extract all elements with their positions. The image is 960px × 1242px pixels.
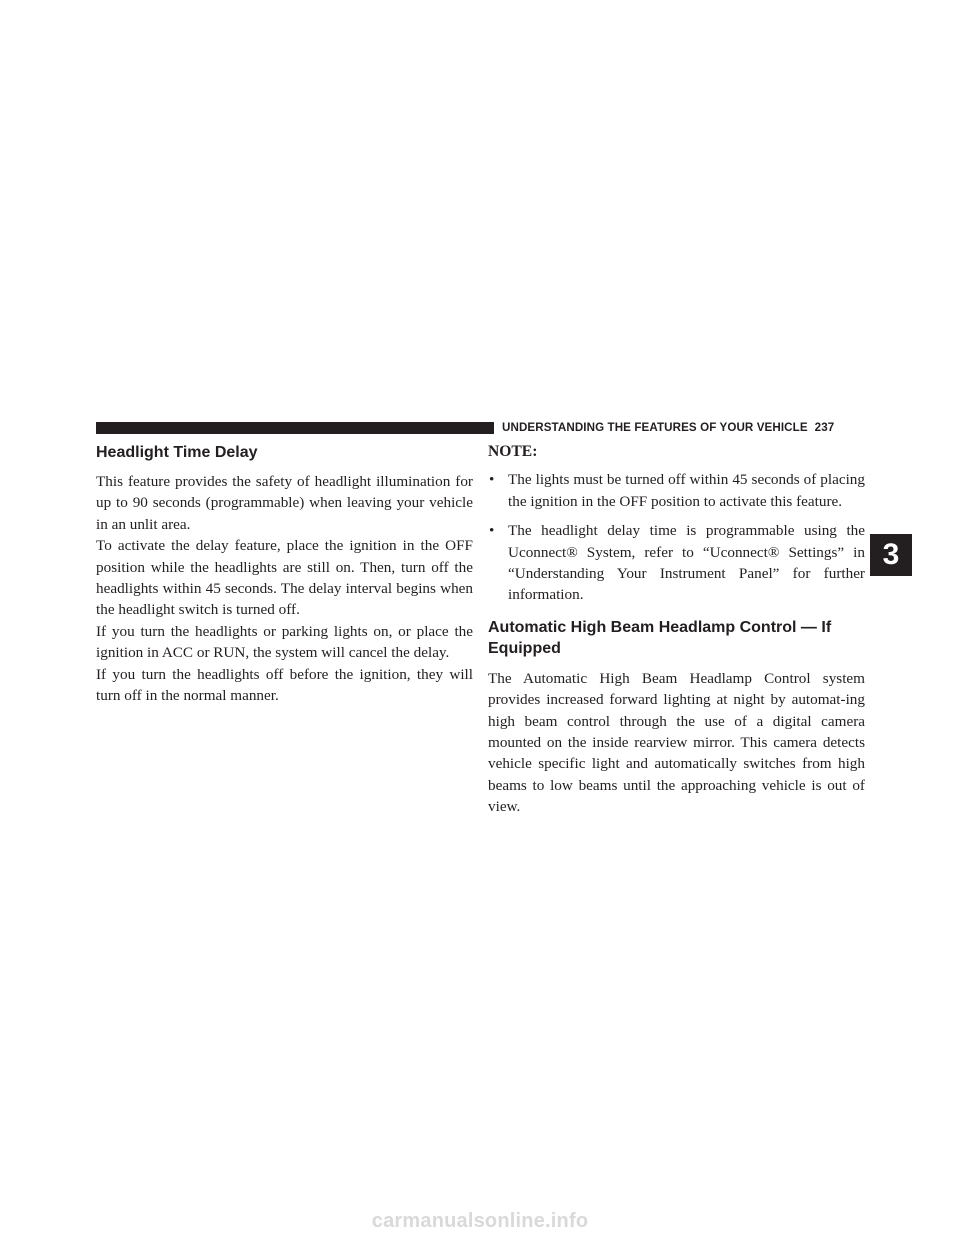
paragraph: If you turn the headlights off before the ignition, they will turn off in the normal manner.: [96, 665, 473, 705]
header-section-title: UNDERSTANDING THE FEATURES OF YOUR VEHICLE: [502, 421, 808, 434]
note-label: NOTE:: [488, 443, 538, 460]
paragraph: This feature provides the safety of headlight illumination for up to 90 seconds (programmable) when leaving your vehicle in an unlit area.: [96, 473, 473, 533]
note-bullet-item: [488, 520, 865, 606]
running-header: [502, 418, 864, 438]
page-number: 237: [814, 421, 835, 434]
bullet-dot: •: [489, 522, 495, 540]
bullet-text: The headlight delay time is programmable using the Uconnect® System, refer to “Uconnect® Settings” in “Understanding Your Instrument Panel” for further information.: [508, 522, 865, 604]
paragraph: To activate the delay feature, place the ignition in the OFF position while the headlights are still on. Then, turn off the headlights within 45 seconds. The delay interval begins when the headlight switch is turned off.: [96, 537, 473, 619]
chapter-tab: 3: [870, 534, 912, 576]
section-heading-headlight-time-delay: Headlight Time Delay: [96, 444, 258, 461]
right-column: [488, 441, 865, 818]
watermark-logo: carmanualsonline.info: [371, 1210, 589, 1232]
paragraph: If you turn the headlights or parking lights on, or place the ignition in ACC or RUN, the system will cancel the delay.: [96, 622, 473, 662]
bullet-dot: •: [489, 471, 495, 489]
left-column: [96, 442, 473, 706]
header-rule: [96, 422, 494, 434]
bullet-text: The lights must be turned off within 45 seconds of placing the ignition in the OFF position to activate this feature.: [508, 471, 865, 510]
note-bullet-item: [488, 469, 865, 512]
section-heading-automatic-high-beam: Automatic High Beam Headlamp Control — If Equipped: [488, 618, 832, 657]
paragraph: The Automatic High Beam Headlamp Control system provides increased forward lighting at night by automat-ing high beam control through the use of a digital camera mounted on the inside rearview mirror. This camera detects vehicle specific light and automatically switches from high beams to low beams until the approaching vehicle is out of view.: [488, 669, 865, 816]
